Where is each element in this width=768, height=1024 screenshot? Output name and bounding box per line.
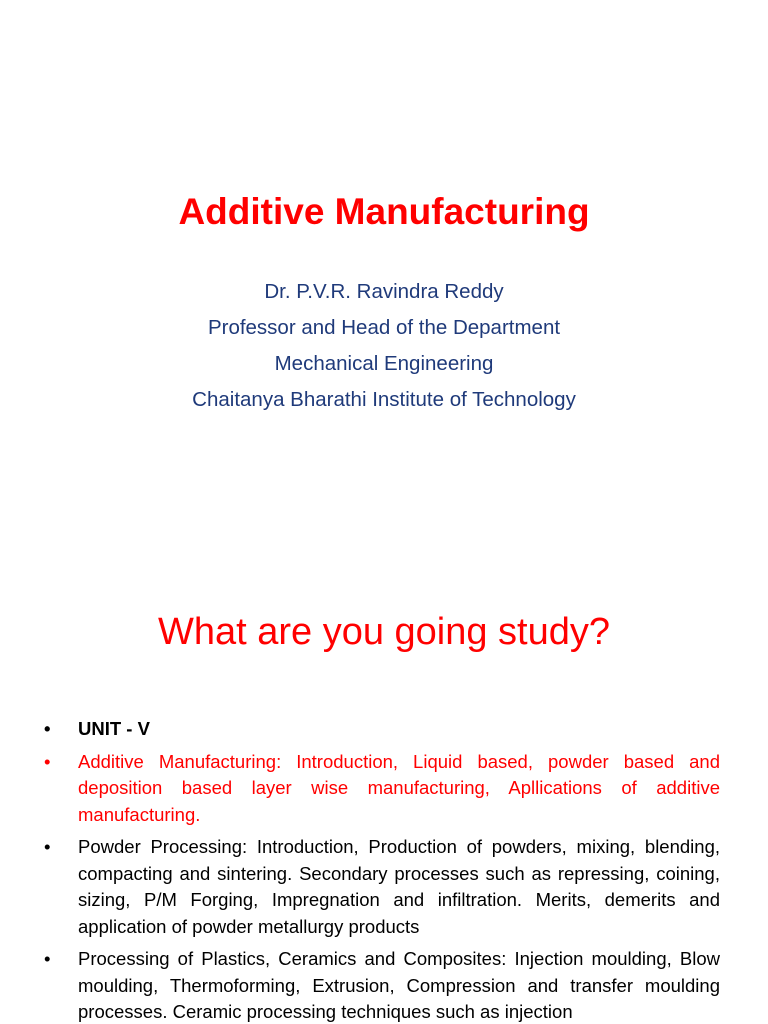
bullet-item-additive-manufacturing bbox=[44, 749, 720, 829]
bullet-item-powder-processing bbox=[44, 834, 720, 940]
bullet-text: Powder Processing: Introduction, Production of powders, mixing, blending, compacting and sintering. Secondary processes such as repressing, coining, sizing, P/M Forging, Impregnation and infiltration. Merits, demerits and application of powder metallurgy products bbox=[78, 836, 720, 937]
syllabus-bullet-list bbox=[44, 716, 720, 1024]
bullet-text: Processing of Plastics, Ceramics and Composites: Injection moulding, Blow moulding, Thermoforming, Extrusion, Compression and transfer moulding processes. Ceramic processing techniques such as injection bbox=[78, 948, 720, 1022]
bullet-dot-icon: • bbox=[44, 948, 51, 969]
author-institute: Chaitanya Bharathi Institute of Technology bbox=[192, 388, 576, 411]
bullet-dot-icon: • bbox=[44, 836, 51, 857]
syllabus-heading: What are you going study? bbox=[157, 611, 611, 653]
bullet-text: Additive Manufacturing: Introduction, Liquid based, powder based and deposition based layer wise manufacturing, Apllications of additive manufacturing. bbox=[78, 750, 720, 825]
bullet-item-plastics-ceramics bbox=[44, 946, 720, 1024]
author-name: Dr. P.V.R. Ravindra Reddy bbox=[264, 280, 504, 303]
syllabus-slide bbox=[0, 576, 768, 1024]
author-block bbox=[0, 274, 768, 418]
slide-title: Additive Manufacturing bbox=[178, 191, 590, 232]
bullet-dot-icon: • bbox=[44, 750, 51, 772]
author-department: Mechanical Engineering bbox=[274, 352, 494, 375]
bullet-item-unit bbox=[44, 716, 720, 743]
author-position: Professor and Head of the Department bbox=[207, 316, 561, 339]
bullet-text: UNIT - V bbox=[78, 718, 150, 739]
bullet-dot-icon: • bbox=[44, 718, 51, 739]
